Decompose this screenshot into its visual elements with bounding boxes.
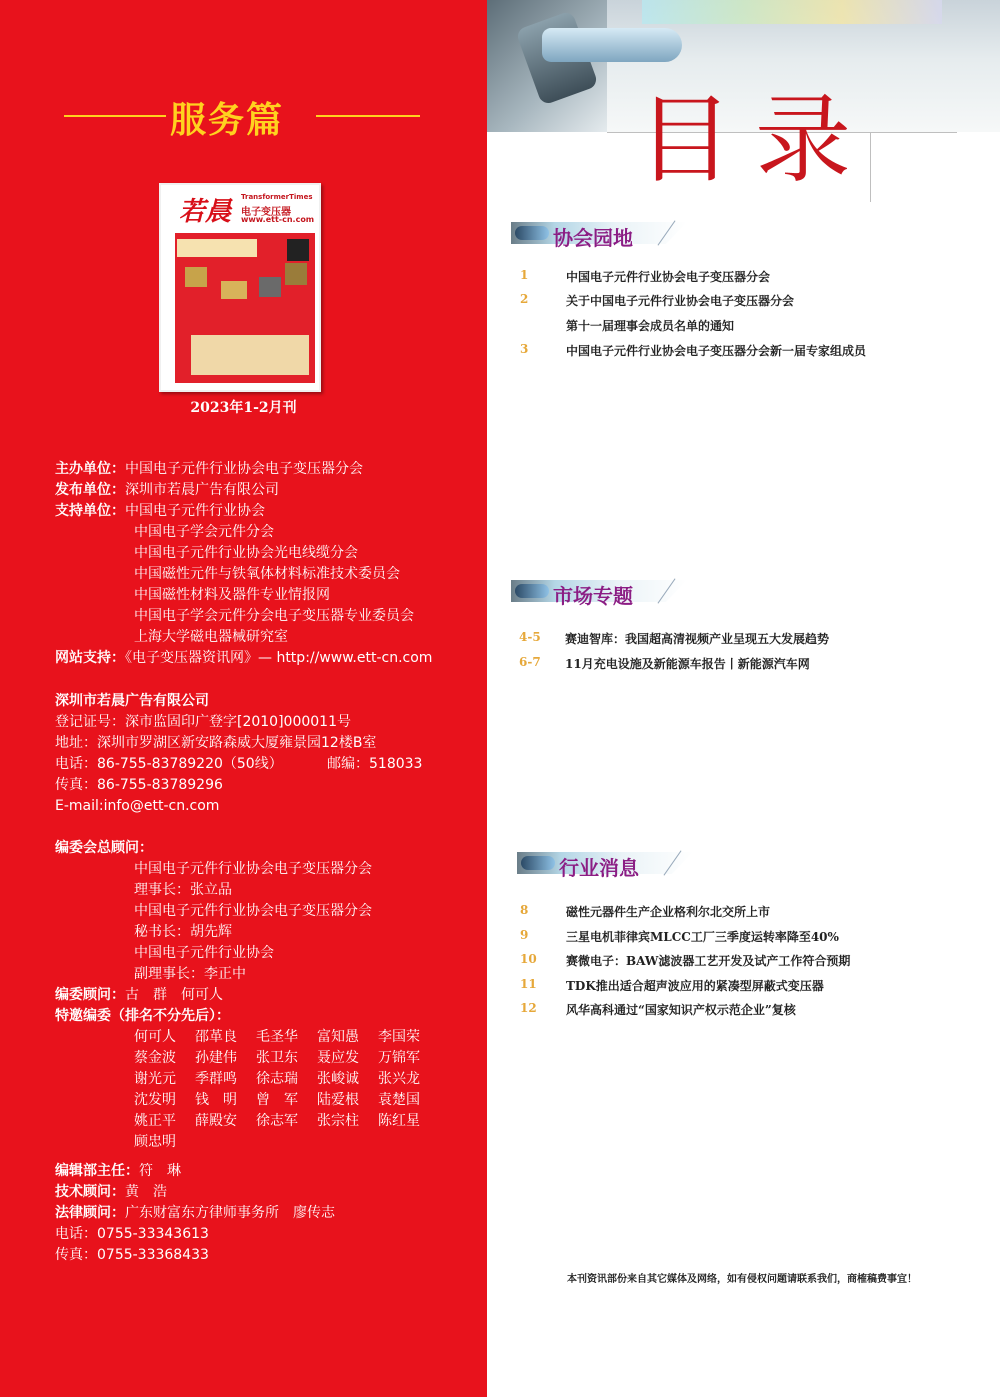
editor-name: 万锦军 (378, 1050, 420, 1066)
committee-line: 中国电子元件行业协会电子变压器分会 (134, 861, 372, 877)
toc-text: 赛微电子：BAW滤波器工艺开发及试产工作符合预期 (566, 954, 851, 968)
toc-text: 中国电子元件行业协会电子变压器分会新一届专家组成员 (566, 344, 867, 358)
toc-text: 赛迪智库：我国超高清视频产业呈现五大发展趋势 (565, 632, 830, 646)
section-title-text: 服务篇 (170, 99, 285, 141)
special-editors-label: 特邀编委（排名不分先后）： (55, 1008, 230, 1024)
product-image (185, 267, 207, 287)
committee-line: 中国电子元件行业协会电子变压器分会 (134, 903, 372, 919)
toc-page: 4-5 (519, 630, 541, 644)
editor-name: 薛殿安 (195, 1113, 237, 1129)
tech-advisor-label: 技术顾问： (55, 1184, 125, 1200)
pointing-hand-icon (515, 226, 549, 240)
cover-banner (177, 239, 257, 257)
committee-line: 理事长：张立品 (134, 882, 232, 898)
cover-publication-cn: 电子变压器 (241, 207, 291, 218)
editor-chief-value: 符 琳 (139, 1163, 181, 1179)
toc-text: TDK推出适合超声波应用的紧凑型屏蔽式变压器 (566, 979, 824, 993)
category-label: 协会园地 (553, 226, 633, 250)
contact-fax: 传真：0755-33368433 (55, 1247, 209, 1263)
editor-row (134, 1027, 439, 1048)
support-item: 中国电子学会元件分会电子变压器专业委员会 (134, 608, 414, 624)
pointing-hand-icon (515, 584, 549, 598)
qr-code-icon (287, 239, 309, 261)
address: 地址：深圳市罗湖区新安路森威大厦雍景园12楼B室 (55, 735, 377, 751)
editor-name: 邵革良 (195, 1029, 237, 1045)
tech-advisor-value: 黄 浩 (125, 1184, 167, 1200)
left-panel (0, 0, 487, 1397)
committee-label: 编委会总顾问： (55, 840, 153, 856)
editor-row (134, 1048, 439, 1069)
editor-name: 姚正平 (134, 1113, 176, 1129)
support-item: 上海大学磁电器械研究室 (134, 629, 288, 645)
legal-advisor-value: 广东财富东方律师事务所 廖传志 (125, 1205, 335, 1221)
toc-text: 11月充电设施及新能源车报告丨新能源汽车网 (565, 657, 810, 671)
editor-name: 张峻诚 (317, 1071, 359, 1087)
category-header-market[interactable] (511, 576, 687, 608)
category-label: 市场专题 (553, 584, 633, 608)
editor-name: 徐志瑞 (256, 1071, 298, 1087)
editor-name: 李国荣 (378, 1029, 420, 1045)
right-panel (487, 0, 1000, 1397)
disclaimer: 本刊资讯部份来自其它媒体及网络，如有侵权问题请联系我们，商榷稿费事宜！ (567, 1274, 917, 1285)
toc-text: 第十一届理事会成员名单的通知 (566, 319, 735, 333)
category-label: 行业消息 (559, 856, 639, 880)
committee-line: 中国电子元件行业协会 (134, 945, 274, 961)
title-rule-left (64, 115, 166, 117)
advisor-label: 编委顾问： (55, 987, 125, 1003)
cover-publication-en: TransformerTimes (241, 193, 313, 201)
editor-name: 孙建伟 (195, 1050, 237, 1066)
support-label: 支持单位： (55, 503, 125, 519)
toc-text: 磁性元器件生产企业格利尔北交所上市 (566, 905, 771, 919)
product-image (285, 263, 307, 285)
editor-row (134, 1111, 439, 1132)
editor-name: 徐志军 (256, 1113, 298, 1129)
editor-name: 曾 军 (256, 1092, 298, 1108)
toc-page: 9 (520, 928, 529, 942)
contact-phone: 电话：0755-33343613 (55, 1226, 209, 1242)
pointing-hand-icon (542, 28, 682, 62)
toc-text: 中国电子元件行业协会电子变压器分会 (566, 270, 771, 284)
editor-name: 何可人 (134, 1029, 176, 1045)
editor-name: 沈发明 (134, 1092, 176, 1108)
publisher-value: 深圳市若晨广告有限公司 (125, 482, 279, 498)
toc-page: 11 (520, 977, 537, 991)
company-name: 深圳市若晨广告有限公司 (55, 693, 209, 709)
cover-caption: 2023年1-2月刊 (190, 400, 297, 416)
editor-row (134, 1090, 439, 1111)
advisor-value: 古 群 何可人 (125, 987, 223, 1003)
website-label: 网站支持： (55, 650, 125, 666)
editor-name: 张卫东 (256, 1050, 298, 1066)
editor-name: 张宗柱 (317, 1113, 359, 1129)
publisher-label: 发布单位： (55, 482, 125, 498)
toc-page: 3 (520, 342, 529, 356)
product-image (259, 277, 281, 297)
phone: 电话：86-755-83789220（50线） (55, 756, 283, 772)
editor-name: 季群鸣 (195, 1071, 237, 1087)
registration-number: 登记证号：深市监固印广登字[2010]000011号 (55, 714, 351, 730)
editor-name: 陈红星 (378, 1113, 420, 1129)
toc-page: 12 (520, 1001, 537, 1015)
editor-name: 蔡金波 (134, 1050, 176, 1066)
editor-name: 陆爱根 (317, 1092, 359, 1108)
editor-name: 富知愚 (317, 1029, 359, 1045)
cover-brand: 若晨 (179, 197, 232, 227)
editor-name: 钱 明 (195, 1092, 237, 1108)
toc-text: 关于中国电子元件行业协会电子变压器分会 (566, 294, 795, 308)
website-value[interactable]: 《电子变压器资讯网》— http://www.ett-cn.com (125, 650, 433, 666)
category-header-industry[interactable] (517, 848, 693, 880)
category-header-association[interactable] (511, 218, 687, 250)
editor-name: 谢光元 (134, 1071, 176, 1087)
product-image (221, 281, 247, 299)
host-value: 中国电子元件行业协会电子变压器分会 (125, 461, 363, 477)
committee-line: 秘书长：胡先辉 (134, 924, 232, 940)
toc-title: 目录 (637, 84, 873, 196)
toc-page: 6-7 (519, 655, 541, 669)
email[interactable]: E-mail:info@ett-cn.com (55, 798, 220, 814)
pointing-hand-icon (521, 856, 555, 870)
editor-name: 顾忠明 (134, 1134, 176, 1150)
toc-text: 三星电机菲律宾MLCC工厂三季度运转率降至40% (566, 930, 839, 944)
host-label: 主办单位： (55, 461, 125, 477)
legal-advisor-label: 法律顾问： (55, 1205, 125, 1221)
toc-text: 风华高科通过“国家知识产权示范企业”复核 (566, 1003, 796, 1017)
editor-name: 毛圣华 (256, 1029, 298, 1045)
editor-name: 袁楚国 (378, 1092, 420, 1108)
editor-chief-label: 编辑部主任： (55, 1163, 139, 1179)
section-title (0, 88, 487, 141)
editor-row (134, 1132, 195, 1153)
cover-url: www.ett-cn.com (241, 215, 315, 224)
committee-line: 副理事长：李正中 (134, 966, 246, 982)
toc-page: 8 (520, 903, 529, 917)
editor-name: 张兴龙 (378, 1071, 420, 1087)
cover-ad-block (191, 335, 309, 375)
support-item: 中国磁性材料及器件专业情报网 (134, 587, 330, 603)
postcode: 邮编：518033 (327, 756, 423, 772)
support-item: 中国电子元件行业协会光电线缆分会 (134, 545, 358, 561)
magazine-cover[interactable] (159, 183, 321, 392)
support-item: 中国电子元件行业协会 (125, 503, 265, 519)
toc-page: 1 (520, 268, 529, 282)
fax: 传真：86-755-83789296 (55, 777, 223, 793)
title-rule-right (316, 115, 420, 117)
banner-stripe (642, 0, 942, 24)
editor-row (134, 1069, 439, 1090)
toc-page: 2 (520, 292, 529, 306)
cover-strip (163, 233, 173, 383)
support-item: 中国电子学会元件分会 (134, 524, 274, 540)
support-item: 中国磁性元件与铁氧体材料标准技术委员会 (134, 566, 400, 582)
toc-page: 10 (520, 952, 537, 966)
editor-name: 聂应发 (317, 1050, 359, 1066)
